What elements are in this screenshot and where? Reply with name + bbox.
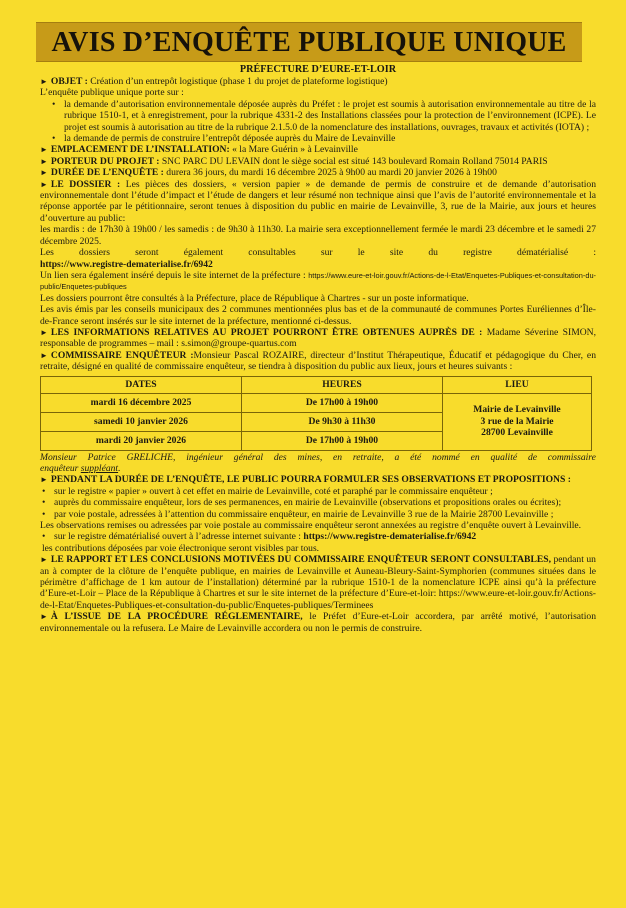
word: Monsieur <box>40 451 77 463</box>
word: mines, <box>297 451 323 463</box>
rapport-label: LE RAPPORT ET LES CONCLUSIONS MOTIVÉES DU COMMISSAIRE ENQUÊTEUR SERONT CONSULTABLES, <box>50 554 551 566</box>
emplacement-label: EMPLACEMENT DE L’INSTALLATION: <box>50 144 230 156</box>
duree-text: durera 36 jours, du mardi 16 décembre 2025 à 9h00 au mardi 20 janvier 2026 à 19h00 <box>166 167 497 179</box>
table-cell-date: mardi 16 décembre 2025 <box>41 393 242 412</box>
table-header: DATES <box>41 376 242 393</box>
word: consultables <box>248 247 296 259</box>
arrow-icon: ► <box>40 77 48 86</box>
table-cell-heure: De 17h00 à 19h00 <box>242 393 443 412</box>
word: en <box>333 451 343 463</box>
word: retraite, <box>352 451 384 463</box>
table-cell-lieu <box>443 393 592 450</box>
prefecture-heading: PRÉFECTURE D’EURE-ET-LOIR <box>239 64 397 75</box>
table-cell-heure: De 9h30 à 11h30 <box>242 412 443 431</box>
table-header: HEURES <box>242 376 443 393</box>
dossier-digital-line <box>40 247 596 258</box>
word: GRELICHE, <box>126 451 176 463</box>
informations-text: Madame Séverine SIMON, responsable de programmes – mail : s.simon@groupe-quartus.com <box>40 326 596 350</box>
word: nommé <box>432 451 460 463</box>
issue-text: le Préfet d’Eure-et-Loir accordera, par arrêté motivé, l’autorisation environnementale ou la refusera. Le Maire de Levainville accordera ou non le permis de construire. <box>40 611 596 634</box>
suppleant-line <box>40 452 596 463</box>
word: site <box>389 247 404 259</box>
dossier-text: Les pièces des dossiers, « version papier » de demande de permis de construire et de demande d’autorisation environnementale dont l’étude d’impact et l’étude de dangers et leur résumé non technique ainsi que l’avis de l’autorité environnementale et la réponse apportée par le pétitionnaire, seront tenues à disposition du public en mairie de Levainville, 3, rue de la Mairie, aux jours et heures d’ouverture au public: <box>40 178 596 224</box>
arrow-icon: ► <box>40 179 48 189</box>
pendant-contributions: les contributions déposées par voie électronique seront visibles par tous. <box>42 542 320 554</box>
notice-page <box>0 22 626 908</box>
arrow-icon: ► <box>40 168 48 178</box>
word: du <box>428 247 438 259</box>
word: registre <box>463 247 492 259</box>
objet-item: • la demande de permis de construire l’entrepôt déposée auprès du Maire de Levainville <box>64 133 596 144</box>
arrow-icon: ► <box>40 475 48 485</box>
word: de <box>527 451 537 463</box>
objet-intro: L’enquête publique unique porte sur : <box>40 87 184 99</box>
suppleant-line-2 <box>40 463 596 474</box>
duree-paragraph <box>40 167 596 178</box>
pendant-item: • par voie postale, adressées à l’attention du commissaire enquêteur, en mairie de Levainville 3 rue de la Mairie 28700 Levainville ; <box>54 509 596 520</box>
pendant-paragraph <box>40 474 596 485</box>
table-cell-date: samedi 10 janvier 2026 <box>41 412 242 431</box>
pendant-item: • auprès du commissaire enquêteur, lors de ses permanences, en mairie de Levainville (observations et propositions orales ou écrites); <box>54 497 596 508</box>
lieu-line: Mairie de Levainville <box>473 404 561 416</box>
dossier-avis: Les avis émis par les conseils municipaux des 2 communes mentionnées plus bas et de la communauté de communes Portes Euréliennes d’Île-de-France seront insérés sur le site internet de la préfecture, mentionné ci-dessus. <box>40 304 596 327</box>
commissaire-paragraph <box>40 350 596 373</box>
word: également <box>183 247 224 259</box>
arrow-icon: ► <box>40 350 48 360</box>
pendant-list <box>40 486 596 520</box>
word: commissaire <box>547 451 596 463</box>
arrow-icon: ► <box>40 555 48 565</box>
issue-label: À L’ISSUE DE LA PROCÉDURE RÉGLEMENTAIRE, <box>50 611 303 623</box>
word: Patrice <box>87 451 116 463</box>
schedule-table <box>40 376 592 451</box>
word: Les <box>40 247 54 259</box>
registre-link-2[interactable]: https://www.registre-dematerialise.fr/6942 <box>303 531 477 543</box>
word: en <box>470 451 480 463</box>
objet-list <box>40 99 596 145</box>
table-header-row <box>41 376 592 393</box>
table-header: LIEU <box>443 376 592 393</box>
word: des <box>273 451 287 463</box>
objet-text: Création d’un entrepôt logistique (phase 1 du projet de plateforme logistique) <box>90 76 388 87</box>
word: sur <box>320 247 333 259</box>
registre-text: sur le registre dématérialisé ouvert à l’adresse internet suivante : <box>54 531 301 543</box>
arrow-icon: ► <box>40 145 48 155</box>
emplacement-text: « la Mare Guérin » à Levainville <box>232 144 358 156</box>
pendant-label: PENDANT LA DURÉE DE L’ENQUÊTE, LE PUBLIC POURRA FORMULER SES OBSERVATIONS ET PROPOSITIONS : <box>50 474 571 486</box>
porteur-text: SNC PARC DU LEVAIN dont le siège social est situé 143 boulevard Romain Rolland 75014 PARIS <box>161 155 548 167</box>
prefecture-link-paragraph <box>40 270 596 293</box>
dossier-paragraph <box>40 179 596 225</box>
suppleant-period: . <box>118 462 121 474</box>
prefecture-link[interactable]: https://www.eure-et-loir.gouv.fr/Actions-de-l-Etat/Enquetes-Publiques-et-consultation-du-public/Enquetes-publiques <box>40 270 597 292</box>
issue-paragraph <box>40 611 596 634</box>
duree-label: DURÉE DE L’ENQUÊTE : <box>50 167 164 179</box>
arrow-icon: ► <box>40 327 48 337</box>
word: seront <box>135 247 159 259</box>
word: été <box>410 451 422 463</box>
lieu-line: 3 rue de la Mairie <box>480 415 554 427</box>
registre-link[interactable]: https://www.registre-dematerialise.fr/6942 <box>40 258 213 270</box>
table-row <box>41 393 592 412</box>
notice-body <box>40 76 596 634</box>
porteur-label: PORTEUR DU PROJET : <box>50 155 160 167</box>
commissaire-label: COMMISSAIRE ENQUÊTEUR : <box>50 349 194 361</box>
rapport-text: pendant un an à compter de la clôture de l’enquête publique, en mairies de Levainville et Auneau-Bleury-Saint-Symphorien (communes situées dans le périmètre d’affichage de 1 km autour de l’installation) déterminé par la rubrique 1510-1 de la nomenclature ICPE ainsi qu’à la préfecture d’Eure-et-Loir – Place de la République à Chartres et sur le site internet de la préfecture d’Eure-et-loir: https://www.eure-et-loir.gouv.fr/Actions-de-l-Etat/Enquetes-Publiques-et-consultation-du-public/Enquetes-publiques/Terminees <box>40 554 596 611</box>
dossier-hours: les mardis : de 17h30 à 19h00 / les samedis : de 9h30 à 11h30. La mairie sera exceptionnellement fermée le mardi 23 décembre et le samedi 27 décembre 2025. <box>40 224 596 247</box>
lieu-line: 28700 Levainville <box>481 427 553 439</box>
word: : <box>593 247 596 259</box>
arrow-icon: ► <box>40 612 48 622</box>
table-cell-heure: De 17h00 à 19h00 <box>242 431 443 450</box>
pendant-postal: Les observations remises ou adressées par voie postale au commissaire enquêteur seront annexées au registre d’enquête ouvert à Levainville. <box>40 520 582 531</box>
pendant-item <box>54 531 596 542</box>
commissaire-text: Monsieur Pascal ROZAIRE, directeur d’Institut Thérapeutique, Éducatif et pédagogique du Cher, en retraite, désigné en qualité de commissaire enquêteur, se tiendra à disposition du public aux lieux, jours et heures suivants : <box>40 349 596 373</box>
suppleant-word: enquêteur <box>40 462 79 474</box>
emplacement-paragraph <box>40 144 596 155</box>
word: a <box>394 451 400 463</box>
word: le <box>357 247 365 259</box>
word: général <box>233 451 264 463</box>
objet-label: OBJET : <box>50 76 88 87</box>
objet-item: • la demande d’autorisation environnementale déposée auprès du Préfet : le projet est soumis à autorisation environnementale au titre de la rubrique 1510-1, et à enregistrement, pour la rubrique 4331-2 des Installations classées pour la protection de l’environnement (ICPE). Le projet est soumis à autorisation au titre de la rubrique 2.1.5.0 de la nomenclature des installations, ouvrages, travaux et activités (IOTA) ; <box>64 99 596 133</box>
dossier-label: LE DOSSIER : <box>50 178 121 190</box>
objet-paragraph <box>40 76 596 87</box>
notice-title: AVIS D’ENQUÊTE PUBLIQUE UNIQUE <box>36 22 582 62</box>
pendant-list-2 <box>40 531 596 542</box>
rapport-paragraph <box>40 554 596 611</box>
informations-label: LES INFORMATIONS RELATIVES AU PROJET POURRONT ÊTRE OBTENUES AUPRÈS DE : <box>50 326 483 338</box>
word: qualité <box>490 451 518 463</box>
porteur-paragraph <box>40 156 596 167</box>
word: dossiers <box>79 247 110 259</box>
pendant-item: • sur le registre « papier » ouvert à cet effet en mairie de Levainville, coté et paraphé par le commissaire enquêteur ; <box>54 486 596 497</box>
prefecture-link-text: Un lien sera également inséré depuis le site internet de la préfecture : <box>40 269 306 281</box>
table-cell-date: mardi 20 janvier 2026 <box>41 431 242 450</box>
word: dématérialisé <box>517 247 569 259</box>
word: ingénieur <box>186 451 223 463</box>
informations-paragraph <box>40 327 596 350</box>
dossier-poste: Les dossiers pourront être consultés à la Préfecture, place de République à Chartres - sur un poste informatique. <box>40 292 469 304</box>
suppleant-underlined: suppléant <box>80 462 119 474</box>
arrow-icon: ► <box>40 156 48 166</box>
